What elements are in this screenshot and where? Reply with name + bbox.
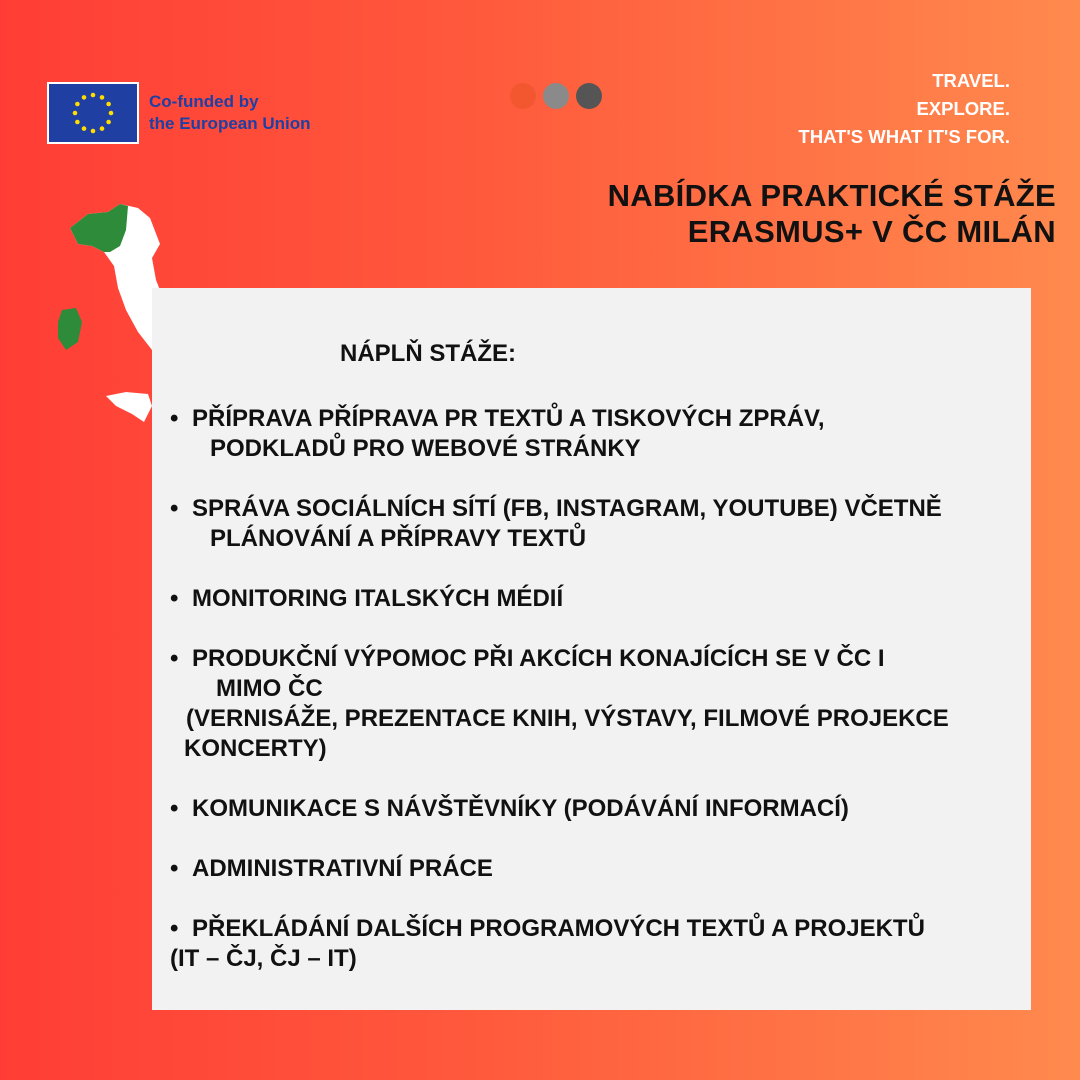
bullet-dot: •: [170, 645, 179, 672]
list-item: [170, 404, 825, 464]
eu-line-1: Co-funded by: [149, 92, 259, 111]
bullet-dot: •: [170, 495, 179, 522]
decorative-dots: [510, 83, 602, 109]
tagline-line-2: EXPLORE.: [916, 98, 1010, 119]
item-text: PRODUKČNÍ VÝPOMOC PŘI AKCÍCH KONAJÍCÍCH SE V ČC I: [192, 645, 885, 672]
list-item: [170, 584, 563, 614]
dot-orange: [510, 83, 536, 109]
item-text: MIMO ČC: [216, 675, 323, 702]
dot-dark: [576, 83, 602, 109]
list-item: [170, 644, 949, 764]
tagline-line-1: TRAVEL.: [932, 70, 1010, 91]
list-item: [170, 494, 942, 554]
item-text: PŘEKLÁDÁNÍ DALŠÍCH PROGRAMOVÝCH TEXTŮ A PROJEKTŮ: [192, 915, 925, 942]
bullet-dot: •: [170, 915, 179, 942]
bullet-dot: •: [170, 405, 179, 432]
eu-cofunded-text: [149, 91, 311, 135]
eu-line-2: the European Union: [149, 114, 311, 133]
list-item: [170, 914, 925, 974]
bullet-dot: •: [170, 795, 179, 822]
headline-line-2: ERASMUS+ V ČC MILÁN: [687, 214, 1056, 249]
item-text: MONITORING ITALSKÝCH MÉDIÍ: [192, 585, 564, 612]
list-item: [170, 794, 849, 824]
content-card: [152, 288, 1031, 1010]
item-text: PODKLADŮ PRO WEBOVÉ STRÁNKY: [210, 435, 641, 462]
headline-line-1: NABÍDKA PRAKTICKÉ STÁŽE: [607, 178, 1056, 213]
card-title: NÁPLŇ STÁŽE:: [340, 340, 516, 367]
tagline-line-3: THAT'S WHAT IT'S FOR.: [798, 126, 1010, 147]
item-text: PŘÍPRAVA PŘÍPRAVA PR TEXTŮ A TISKOVÝCH ZPRÁV,: [192, 405, 825, 432]
dot-gray: [543, 83, 569, 109]
item-text: KOMUNIKACE S NÁVŠTĚVNÍKY (PODÁVÁNÍ INFORMACÍ): [192, 795, 849, 822]
eu-flag-icon: [47, 82, 139, 144]
item-text: SPRÁVA SOCIÁLNÍCH SÍTÍ (FB, INSTAGRAM, YOUTUBE) VČETNĚ: [192, 495, 942, 522]
item-text: PLÁNOVÁNÍ A PŘÍPRAVY TEXTŮ: [210, 525, 587, 552]
tagline: [798, 67, 1010, 151]
headline: [608, 178, 1056, 250]
eu-cofunded-logo: [47, 82, 311, 144]
bullet-dot: •: [170, 585, 179, 612]
item-text: (IT – ČJ, ČJ – IT): [170, 945, 357, 972]
item-text: ADMINISTRATIVNÍ PRÁCE: [192, 855, 493, 882]
bullet-dot: •: [170, 855, 179, 882]
item-text: (VERNISÁŽE, PREZENTACE KNIH, VÝSTAVY, FILMOVÉ PROJEKCE: [186, 705, 949, 732]
list-item: [170, 854, 493, 884]
item-text: KONCERTY): [184, 735, 327, 762]
